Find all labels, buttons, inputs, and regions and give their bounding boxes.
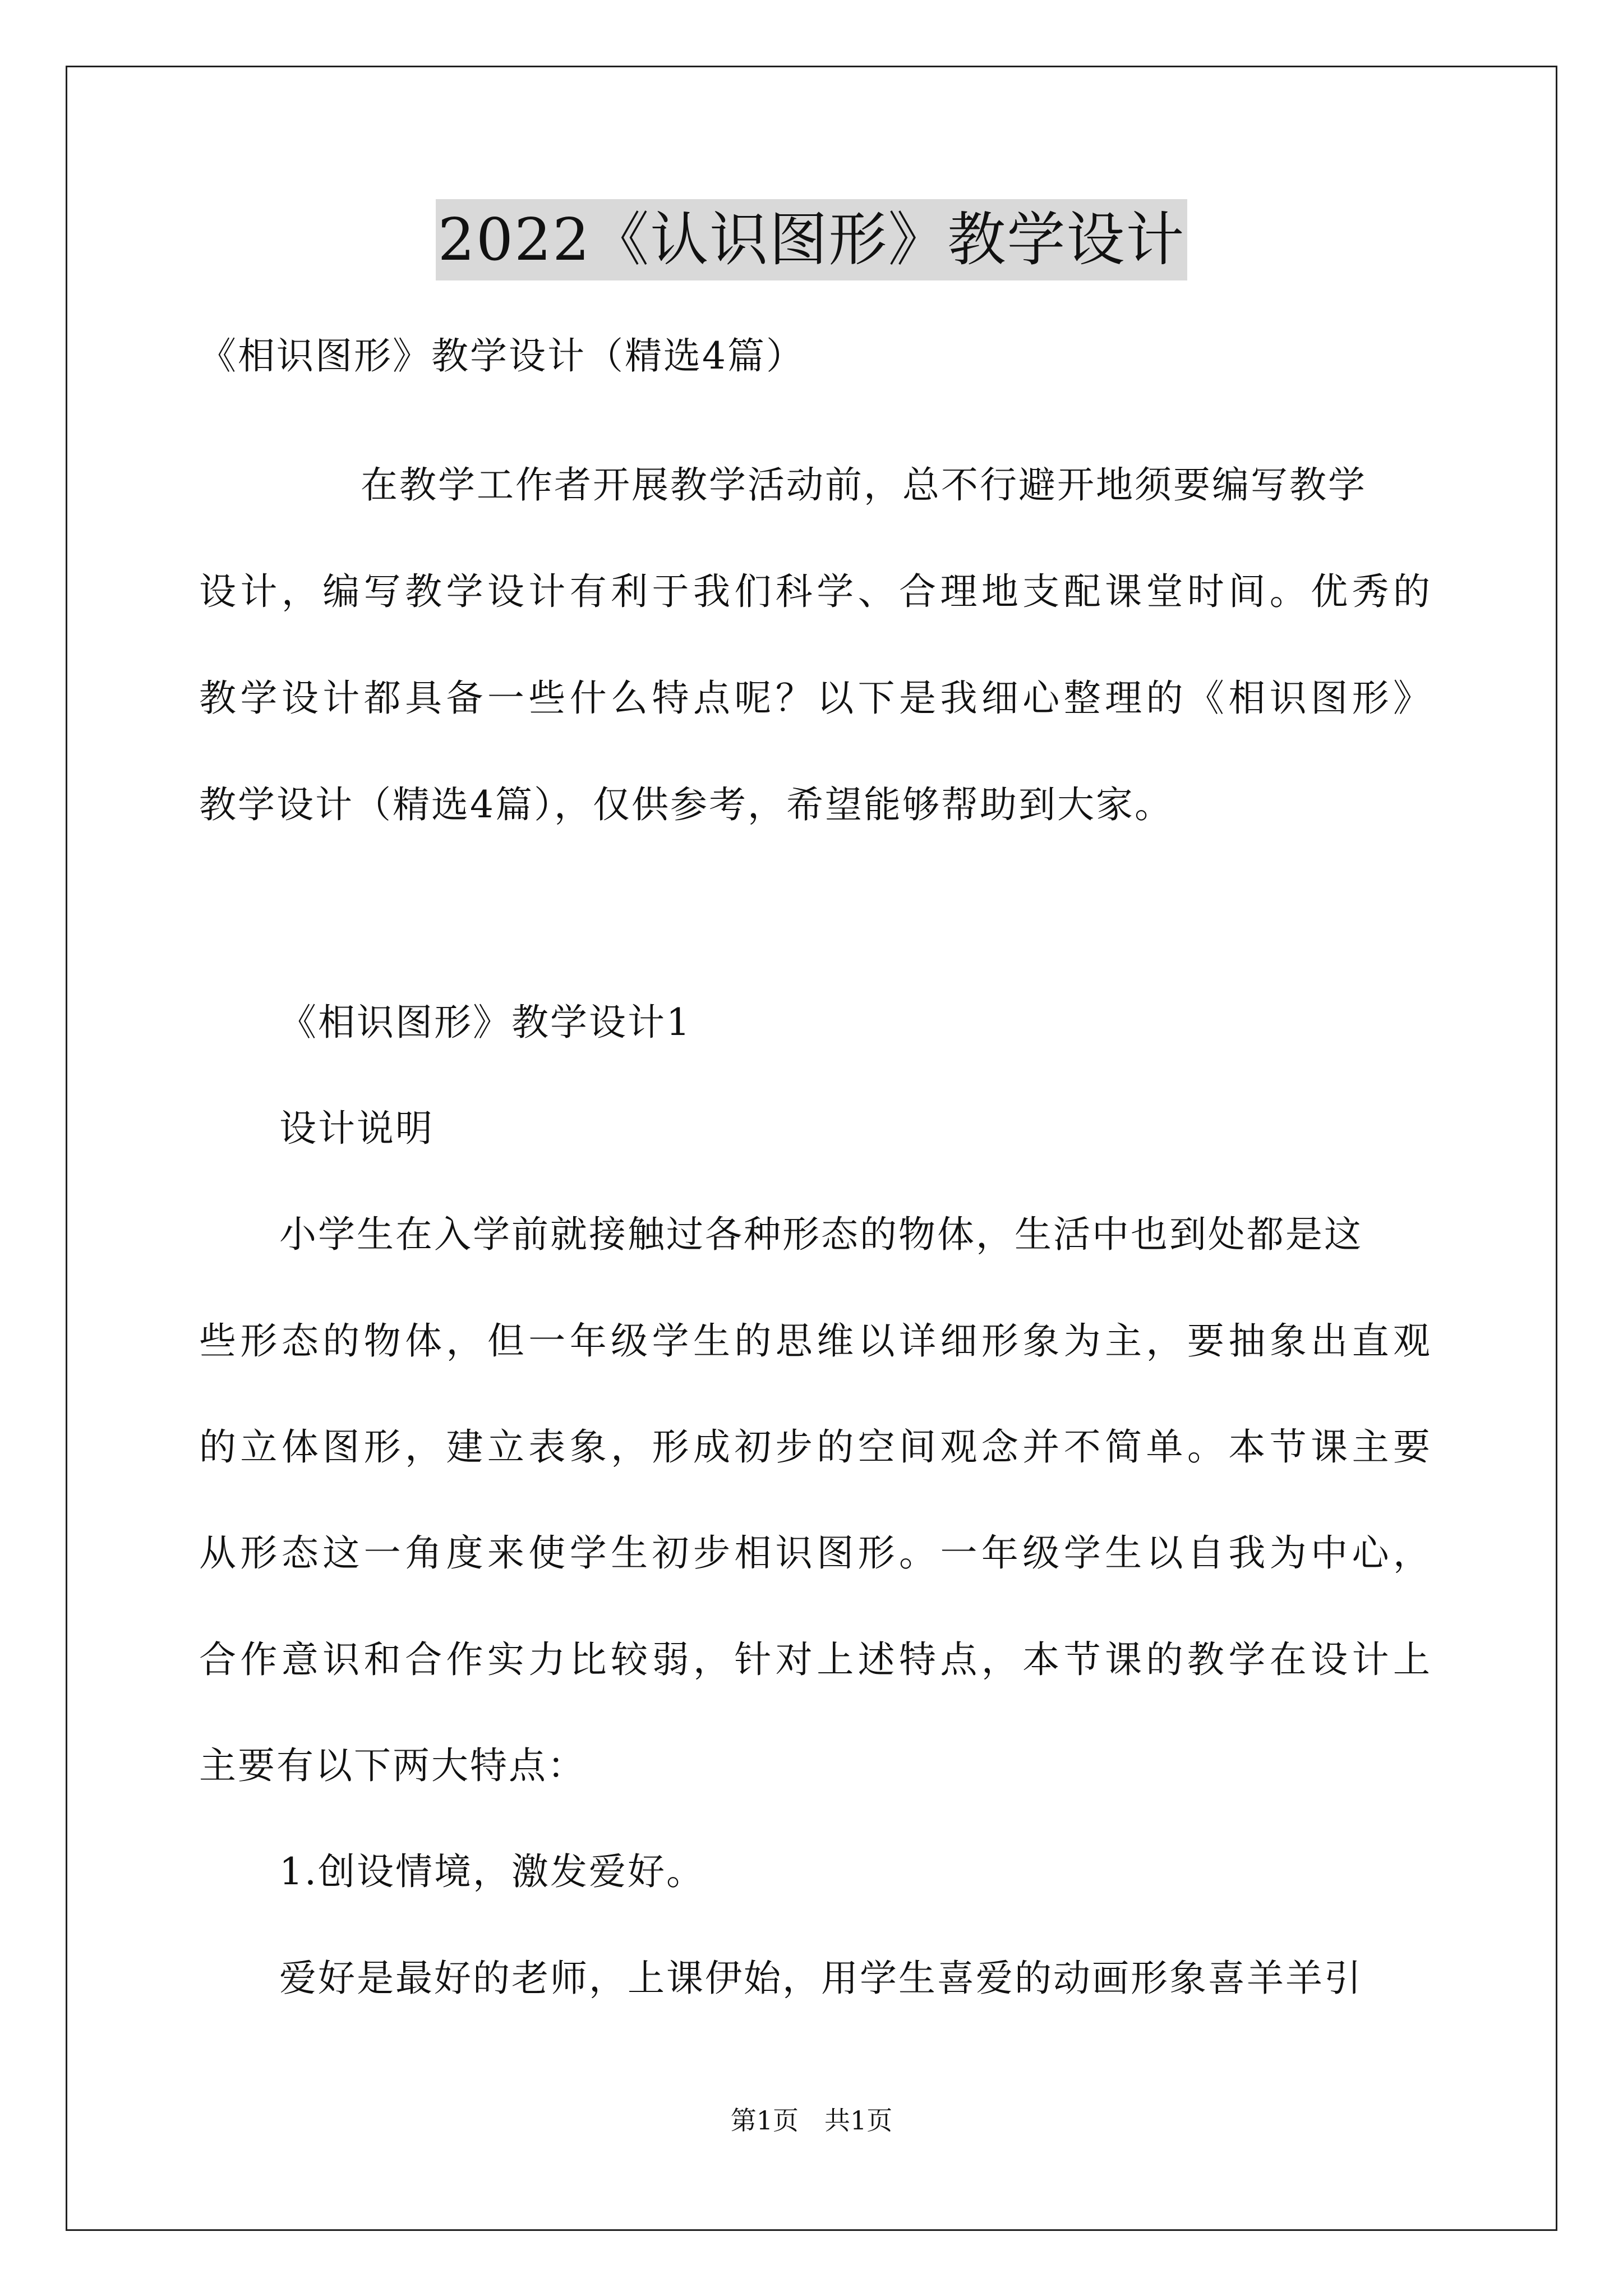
intro-line-1: 在教学工作者开展教学活动前，总不行避开地须要编写教学	[361, 463, 1367, 507]
document-title: 2022《认识图形》教学设计	[436, 199, 1188, 280]
title-container	[0, 199, 1623, 280]
page-footer: 第1页 共1页	[730, 2105, 893, 2136]
section-heading: 《相识图形》教学设计1	[279, 1001, 691, 1044]
body-line-3: 的立体图形，建立表象，形成初步的空间观念并不简单。本节课主要	[199, 1425, 1430, 1469]
point-1: 1.创设情境，激发爱好。	[279, 1850, 705, 1893]
body-line-1: 小学生在入学前就接触过各种形态的物体，生活中也到处都是这	[279, 1213, 1363, 1256]
subsection-heading: 设计说明	[279, 1107, 434, 1150]
body-line-2: 些形态的物体，但一年级学生的思维以详细形象为主，要抽象出直观	[199, 1319, 1430, 1363]
intro-line-3: 教学设计都具备一些什么特点呢？以下是我细心整理的《相识图形》	[199, 677, 1430, 720]
document-subtitle: 《相识图形》教学设计（精选4篇）	[199, 334, 805, 378]
body-line-4: 从形态这一角度来使学生初步相识图形。一年级学生以自我为中心，	[199, 1531, 1430, 1575]
last-line: 爱好是最好的老师，上课伊始，用学生喜爱的动画形象喜羊羊引	[279, 1957, 1363, 2000]
body-line-6: 主要有以下两大特点：	[199, 1744, 586, 1787]
intro-line-4: 教学设计（精选4篇），仅供参考，希望能够帮助到大家。	[199, 783, 1173, 826]
body-line-5: 合作意识和合作实力比较弱，针对上述特点，本节课的教学在设计上	[199, 1638, 1430, 1681]
intro-line-2: 设计，编写教学设计有利于我们科学、合理地支配课堂时间。优秀的	[199, 570, 1430, 613]
